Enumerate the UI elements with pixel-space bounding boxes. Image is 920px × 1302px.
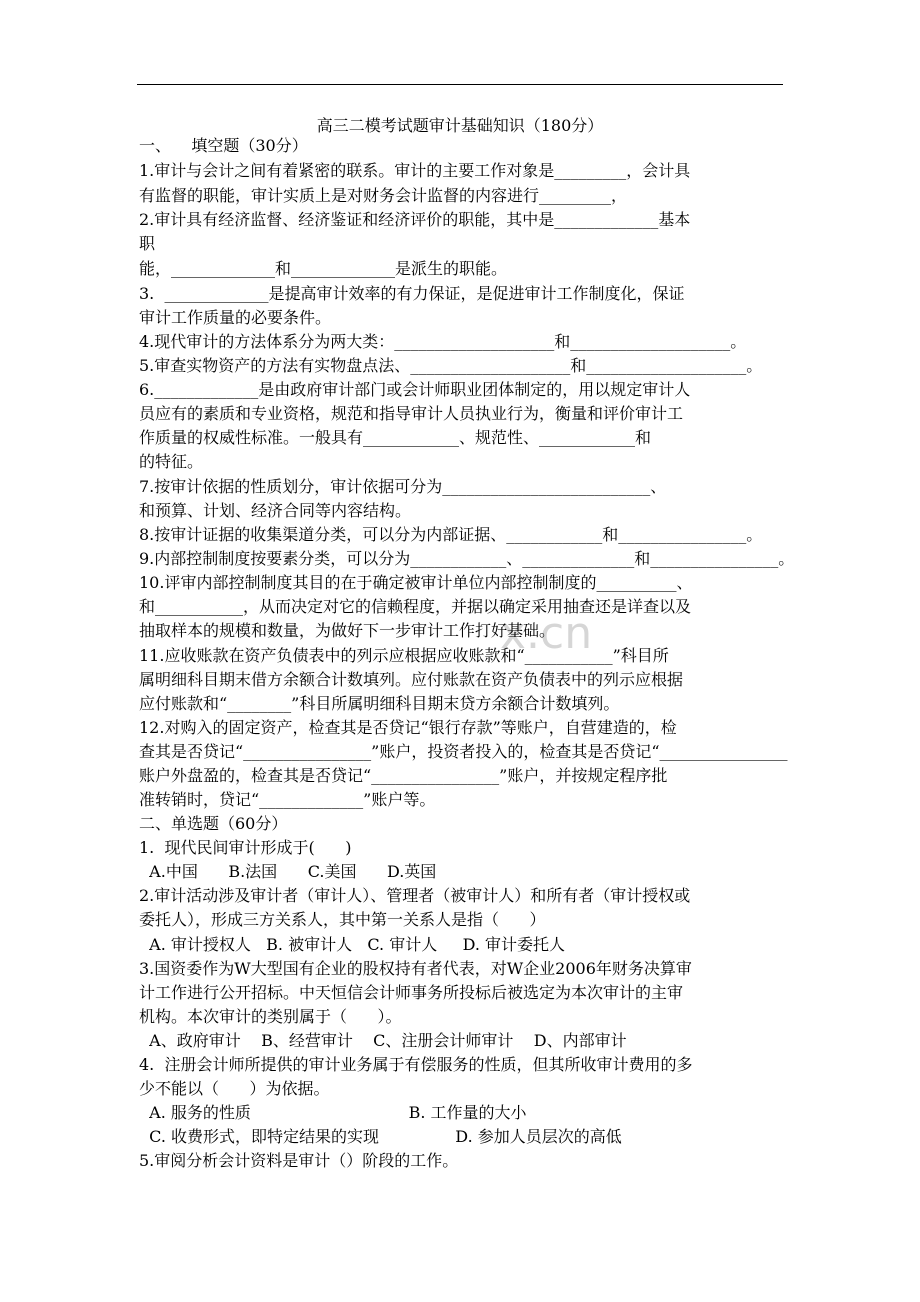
text-line: 抽取样本的规模和数量，为做好下一步审计工作打好基础。: [139, 621, 556, 640]
text-line: 查其是否贷记“________________”账户，投资者投入的，检查其是否贷记“________________: [139, 742, 788, 761]
text-line: 1.审计与会计之间有着紧密的联系。审计的主要工作对象是_________，会计具: [139, 161, 691, 180]
text-line: 8.按审计证据的收集渠道分类，可以分为内部证据、____________和________________。: [139, 525, 763, 544]
text-line: 作质量的权威性标准。一般具有____________、规范性、____________和: [139, 428, 652, 447]
text-line: 机构。本次审计的类别属于（ ）。: [139, 1007, 402, 1026]
text-line: 6._____________是由政府审计部门或会计师职业团体制定的，用以规定审计人: [139, 380, 691, 399]
text-line: 的特征。: [139, 452, 204, 471]
options-line: A.中国 B.法国 C.美国 D.英国: [139, 862, 437, 881]
text-line: 2.审计具有经济监督、经济鉴证和经济评价的职能，其中是_____________基本: [139, 210, 691, 229]
text-line: 5.审查实物资产的方法有实物盘点法、____________________和____________________。: [139, 356, 763, 375]
options-line: A、政府审计 B、经营审计 C、注册会计师审计 D、内部审计: [139, 1031, 627, 1050]
header-rule: [137, 84, 783, 85]
text-line: 3. _____________是提高审计效率的有力保证，是促进审计工作制度化，保证: [139, 284, 685, 303]
text-line: 少不能以（ ）为依据。: [139, 1079, 330, 1098]
text-line: 7.按审计依据的性质划分，审计依据可分为__________________________、: [139, 477, 667, 496]
text-line: 和___________，从而决定对它的信赖程度，并据以确定采用抽查还是详查以及: [139, 597, 692, 616]
text-line: 审计工作质量的必要条件。: [139, 308, 332, 327]
section-heading: 一、 填空题（30分）: [139, 136, 308, 155]
text-line: 4.现代审计的方法体系分为两大类：____________________和____________________。: [139, 332, 747, 351]
text-line: 准转销时，贷记“_____________”账户等。: [139, 790, 436, 809]
text-line: 12.对购入的固定资产，检查其是否贷记“银行存款”等账户，自营建造的，检: [139, 718, 677, 737]
text-line: 3.国资委作为W大型国有企业的股权持有者代表，对W企业2006年财务决算审: [139, 959, 692, 978]
text-line: 11.应收账款在资产负债表中的列示应根据应收账款和“___________”科目所: [139, 646, 669, 665]
text-line: 5.审阅分析会计资料是审计（）阶段的工作。: [139, 1151, 459, 1170]
text-line: 职: [139, 234, 156, 253]
text-line: 应付账款和“________”科目所属明细科目期末贷方余额合计数填列。: [139, 694, 620, 713]
text-line: 委托人），形成三方关系人，其中第一关系人是指（ ）: [139, 910, 546, 929]
text-line: 能，_____________和_____________是派生的职能。: [139, 259, 508, 278]
text-line: 计工作进行公开招标。中天恒信会计师事务所投标后被选定为本次审计的主审: [139, 983, 684, 1002]
text-line: 4. 注册会计师所提供的审计业务属于有偿服务的性质，但其所收审计费用的多: [139, 1055, 693, 1074]
page-title: 高三二模考试题审计基础知识（180分）: [316, 116, 604, 135]
options-line: A. 审计授权人 B. 被审计人 C. 审计人 D. 审计委托人: [139, 935, 566, 954]
text-line: 9.内部控制制度按要素分类，可以分为____________、______________和________________。: [139, 549, 795, 568]
options-line: A. 服务的性质 B. 工作量的大小: [139, 1103, 527, 1122]
text-line: 10.评审内部控制制度其目的在于确定被审计单位内部控制制度的__________、: [139, 573, 693, 592]
section-heading: 二、单选题（60分）: [139, 814, 288, 833]
text-line: 账户外盘盈的，检查其是否贷记“________________”账户，并按规定程序批: [139, 766, 668, 785]
watermark: x.cn: [500, 608, 593, 659]
text-line: 2.审计活动涉及审计者（审计人）、管理者（被审计人）和所有者（审计授权或: [139, 886, 691, 905]
text-line: 和预算、计划、经济合同等内容结构。: [139, 501, 412, 520]
text-line: 属明细科目期末借方余额合计数填列。应付账款在资产负债表中的列示应根据: [139, 670, 684, 689]
options-line: C. 收费形式，即特定结果的实现 D. 参加人员层次的高低: [139, 1127, 622, 1146]
text-line: 有监督的职能，审计实质上是对财务会计监督的内容进行_________，: [139, 186, 628, 205]
text-line: 1. 现代民间审计形成于( ): [139, 838, 352, 857]
text-line: 员应有的素质和专业资格，规范和指导审计人员执业行为，衡量和评价审计工: [139, 404, 684, 423]
